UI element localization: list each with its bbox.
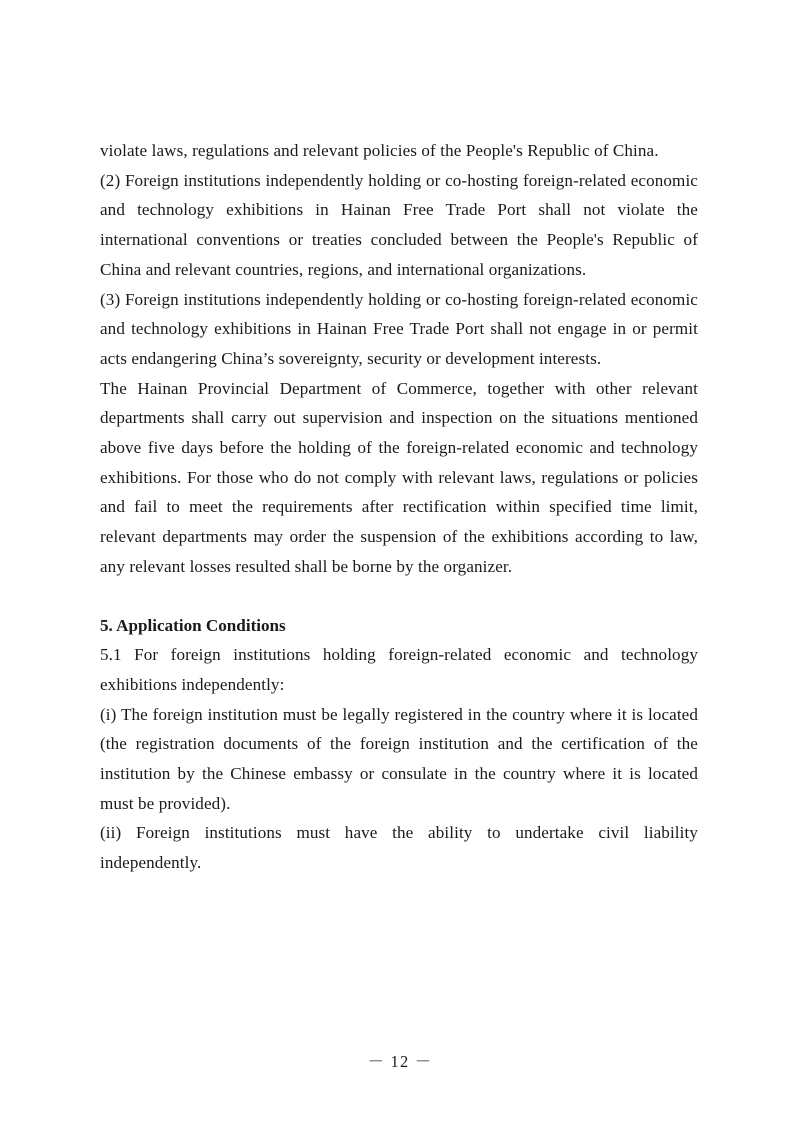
- section-heading: 5. Application Conditions: [100, 615, 286, 635]
- paragraph-spacer: [100, 582, 698, 611]
- paragraph: The Hainan Provincial Department of Commerce, together with other relevant departments shall carry out supervision and inspection on the situations mentioned above five days before the holding of the foreign-related economic and technology exhibitions. For those who do not comply with relevant laws, regulations or policies and fail to meet the requirements after rectification within specified time limit, relevant departments may order the suspension of the exhibitions according to law, any relevant losses resulted shall be borne by the organizer.: [100, 378, 698, 576]
- paragraph: 5.1 For foreign institutions holding foreign-related economic and technology exhibitions independently:: [100, 645, 698, 694]
- paragraph: (3) Foreign institutions independently holding or co-hosting foreign-related economic and technology exhibitions in Hainan Free Trade Port shall not engage in or permit acts endangering China’s sovereignty, security or development interests.: [100, 289, 698, 368]
- paragraph: (ii) Foreign institutions must have the ability to undertake civil liability independently.: [100, 823, 698, 873]
- paragraph: violate laws, regulations and relevant policies of the People's Republic of China.: [100, 141, 659, 160]
- paragraph: (2) Foreign institutions independently holding or co-hosting foreign-related economic and technology exhibitions in Hainan Free Trade Port shall not violate the international conventions or treaties concluded between the People's Republic of China and relevant countries, regions, and international organizations.: [100, 170, 698, 279]
- paragraph: (i) The foreign institution must be legally registered in the country where it is located (the registration documents of the foreign institution and the certification of the institution by the Chinese embassy or consulate in the country where it is located must be provided).: [100, 704, 698, 813]
- page-body: [100, 136, 698, 878]
- page-number: － 12 －: [367, 1052, 433, 1071]
